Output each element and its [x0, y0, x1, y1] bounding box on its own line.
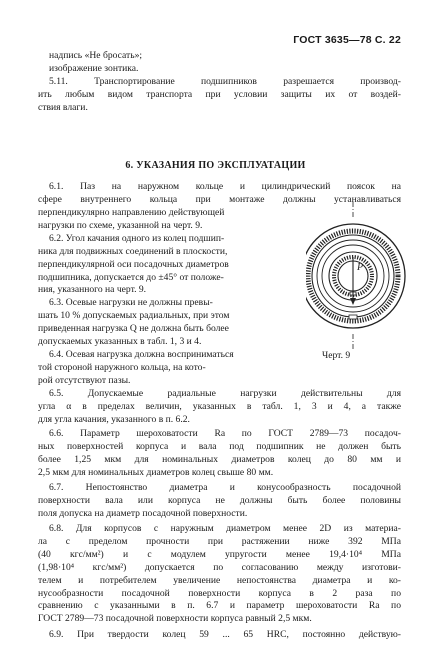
- paragraph-line: нусообразности посадочной поверхности корпуса в 2 раза по: [38, 587, 401, 599]
- paragraph-line: ГОСТ 2789—73 посадочной поверхности корпуса равный 2,5 мкм.: [38, 613, 312, 625]
- paragraph-line: 6.7. Непостоянство диаметра и конусообразность посадочной: [49, 482, 401, 493]
- paragraph-line: 6.5. Допускаемые радиальные нагрузки действительны для: [49, 388, 401, 399]
- paragraph-line: 6.9. При твердости колец 59 ... 65 HRC, постоянно действую-: [49, 629, 401, 640]
- paragraph-6-6: [38, 428, 401, 480]
- paragraph-line: 6.8. Для корпусов с наружным диаметром менее 2D из материа-: [49, 523, 401, 534]
- paragraph-6-8: [38, 523, 401, 626]
- load-label-p: P: [357, 262, 364, 273]
- paragraph-line: ных поверхностей корпуса и вала под подшипник не должен быть: [38, 440, 401, 452]
- paragraph-line: поверхности вала или корпуса не должны быть более половины: [38, 494, 401, 506]
- paragraph-line: 5.11. Транспортирование подшипников разрешается производ-: [49, 75, 401, 87]
- paragraph-line: 2,5 мкм для номинальных диаметров колец свыше 80 мм.: [38, 466, 274, 478]
- wrapped-text-block: [38, 207, 298, 388]
- paragraph-line: угла α в пределах величин, указанных в табл. 1, 3 и 4, а также: [38, 400, 401, 412]
- paragraph-line: ствия влаги.: [38, 101, 88, 113]
- paragraph-line: 6.2. Угол качания одного из колец подшип-: [49, 232, 225, 244]
- paragraph-6-7: [38, 482, 401, 521]
- running-header: ГОСТ 3635—78 С. 22: [293, 34, 401, 46]
- paragraph-line: перпендикулярно направлению действующей: [38, 207, 225, 218]
- paragraph-6-9: [38, 629, 401, 642]
- paragraph-line: 6.3. Осевые нагрузки не должны превы-: [49, 297, 213, 309]
- paragraph-line: ить любым видом транспорта при условии защиты их от воздей-: [38, 88, 401, 100]
- bearing-figure: [306, 202, 406, 350]
- paragraph-line: шать 10 % допускаемых радиальных, при этом: [38, 310, 230, 322]
- paragraph-line: допускаемых указанных в табл. 1, 3 и 4.: [38, 336, 202, 348]
- paragraph-line: 6.1. Паз на наружном кольце и цилиндрический поясок на: [49, 181, 401, 192]
- paragraph-line: поля допуска на диаметр посадочной поверхности.: [38, 507, 248, 519]
- paragraph-line: (40 кгс/мм²) и с модулем упругости менее 19,4·10⁴ МПа: [38, 548, 401, 560]
- paragraph-line: нагрузки по схеме, указанной на черт. 9.: [38, 219, 203, 231]
- intro-block: [38, 50, 401, 115]
- figure-caption: Черт. 9: [322, 350, 351, 361]
- bearing-drawing: [306, 202, 406, 350]
- paragraph-line: для угла качания, указанного в п. 6.2.: [38, 413, 190, 425]
- paragraph-line: более 1,25 мкм для номинальных диаметров колец до 80 мм и: [38, 453, 401, 465]
- intro-line: изображение зонтика.: [49, 62, 139, 74]
- paragraph-line: сравнению с указанными в п. 6.7 и параметр шероховатости Ra по: [38, 600, 401, 612]
- paragraph-line: (1,98·10⁴ кгс/мм²) допускается по согласованию между изготови-: [38, 561, 401, 573]
- paragraph-line: той стороной наружного кольца, на кото-: [38, 361, 206, 373]
- paragraph-line: 6.4. Осевая нагрузка должна восприниматься: [49, 348, 234, 360]
- paragraph-line: ника для подвижных соединений в плоскости,: [38, 245, 228, 257]
- paragraph-line: 6.6. Параметр шероховатости Ra по ГОСТ 2789—73 посадоч-: [49, 428, 401, 439]
- paragraph-line: ла с пределом прочности при растяжении ниже 392 МПа: [38, 535, 401, 547]
- paragraph-line: рой отсутствуют пазы.: [38, 374, 131, 386]
- paragraph-line: ния, указанного на черт. 9.: [38, 284, 147, 296]
- paragraph-line: перпендикулярной оси посадочных диаметров: [38, 258, 229, 270]
- paragraph-line: телем и потребителем увеличение непостоянства диаметра и ко-: [38, 574, 401, 586]
- paragraph-line: сфере внутреннего кольца при монтаже должны устанавливаться: [38, 193, 401, 205]
- paragraph-line: приведенная нагрузка Q не должна быть более: [38, 323, 229, 335]
- section-title: 6. УКАЗАНИЯ ПО ЭКСПЛУАТАЦИИ: [125, 160, 306, 171]
- intro-line: надпись «Не бросать»;: [49, 50, 143, 61]
- paragraph-6-5: [38, 388, 401, 427]
- paragraph-line: подшипника, допускается до ±45° от положе-: [38, 271, 224, 283]
